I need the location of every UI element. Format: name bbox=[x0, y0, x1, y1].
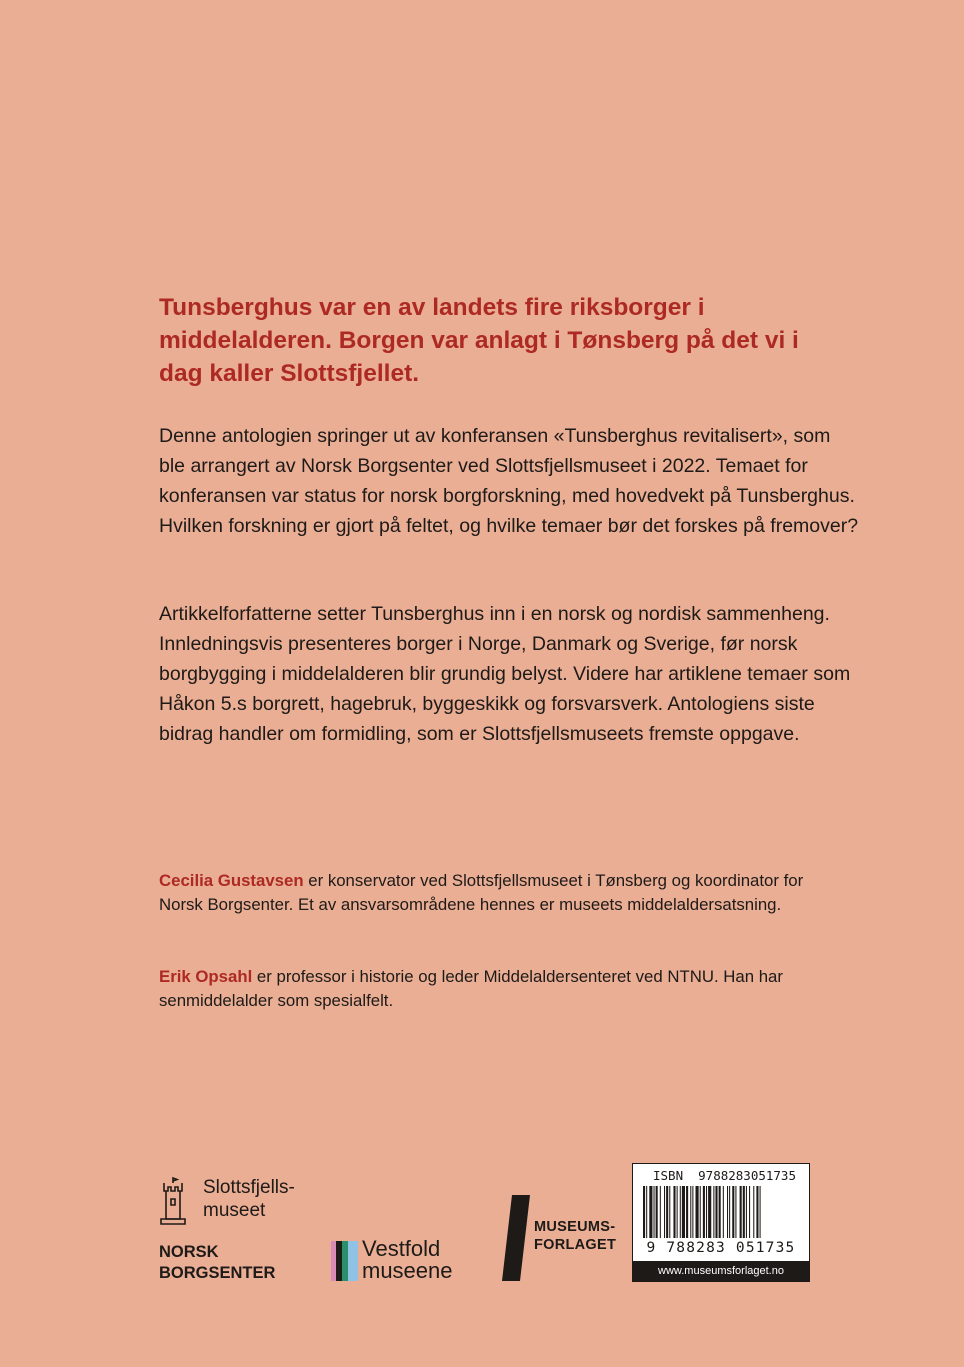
lead-paragraph: Tunsberghus var en av landets fire riksborger i middelalderen. Borgen var anlagt i Tønsberg på det vi i dag kaller Slottsfjellet. bbox=[159, 294, 799, 387]
vestfold-color-bars bbox=[331, 1241, 358, 1281]
body-paragraph-2: Artikkelforfatterne setter Tunsberghus inn i en norsk og nordisk sammenheng. Innledningsvis presenteres borger i Norge, Danmark og Sverige, før norsk borgbygging i middelalderen blir grundig belyst. Videre har artiklene temaer som Håkon 5.s borgrett, hagebruk, byggeskikk og forsvarsverk. Antologiens siste bidrag handler om formidling, som er Slottsfjellsmuseets fremste oppgave. bbox=[159, 603, 851, 745]
body-paragraph-1: Denne antologien springer ut av konferansen «Tunsberghus revitalisert», som ble arrangert av Norsk Borgsenter ved Slottsfjellsmuseet i 2022. Temaet for konferansen var status for norsk borgforskning, med hovedvekt på Tunsberghus. Hvilken forskning er gjort på feltet, og hvilke temaer bør det forskes på fremover? bbox=[159, 425, 859, 537]
isbn-label: ISBN 9788283051735 bbox=[653, 1168, 796, 1183]
barcode-graphic bbox=[643, 1186, 799, 1242]
author-bio-text: er konservator ved Slottsfjellsmuseet i Tønsberg og koordinator for Norsk Borgsenter. Et av ansvarsområdene hennes er museets middelaldersatsning. bbox=[159, 871, 804, 914]
tower-icon bbox=[158, 1177, 188, 1227]
slottsfjellsmuseet-name: Slottsfjells- museet bbox=[203, 1177, 295, 1221]
vestfoldmuseene-logo bbox=[331, 1238, 481, 1288]
author-name: Erik Opsahl bbox=[159, 967, 253, 986]
author-bio-2 bbox=[159, 965, 839, 1013]
museumsforlaget-mark-icon bbox=[502, 1195, 534, 1283]
author-bio-1 bbox=[159, 869, 839, 917]
museumsforlaget-name: MUSEUMS- FORLAGET bbox=[534, 1219, 617, 1253]
vestfoldmuseene-name: Vestfold museene bbox=[362, 1236, 453, 1283]
author-name: Cecilia Gustavsen bbox=[159, 871, 304, 890]
slottsfjellsmuseet-logo bbox=[157, 1175, 357, 1285]
author-bio-text: er professor i historie og leder Middelaldersenteret ved NTNU. Han har senmiddelalder som spesialfelt. bbox=[159, 967, 783, 1010]
museumsforlaget-logo bbox=[502, 1195, 622, 1285]
norsk-borgsenter-name: NORSK BORGSENTER bbox=[159, 1243, 276, 1282]
isbn-barcode bbox=[632, 1163, 810, 1282]
isbn-digits: 9 788283 051735 bbox=[646, 1240, 796, 1256]
publisher-url: www.museumsforlaget.no bbox=[633, 1261, 809, 1281]
